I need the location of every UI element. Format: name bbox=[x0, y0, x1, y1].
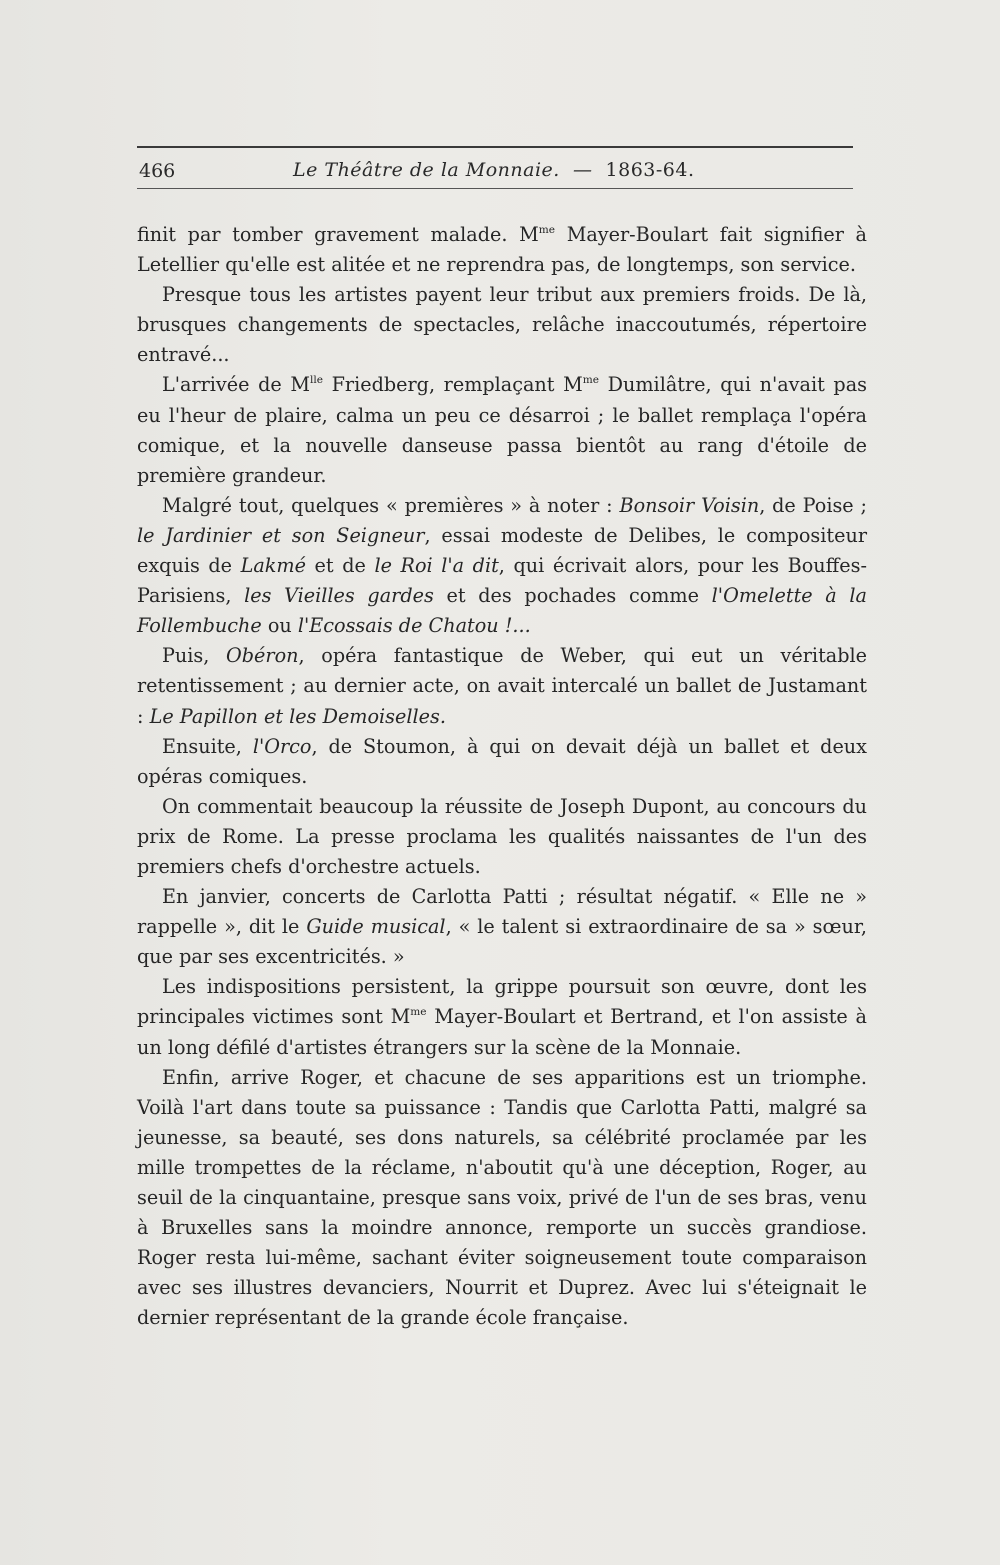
paragraph-7: On commentait beaucoup la réussite de Joseph Dupont, au concours du prix de Rome. La presse proclama les qualités naissantes de l'un des premiers chefs d'orchestre actuels. bbox=[137, 794, 867, 878]
paragraph-6 bbox=[137, 732, 867, 792]
p4-title-7: l'Ecossais de Chatou !... bbox=[297, 614, 531, 638]
paragraph-1 bbox=[137, 220, 867, 280]
p9-superscript: me bbox=[410, 1006, 427, 1019]
p1-text-a: finit par tomber gravement malade. M bbox=[137, 223, 539, 246]
p4-text-c: , essai modeste de Delibes, le compositeur exquis de bbox=[137, 523, 867, 578]
paragraph-4 bbox=[137, 491, 867, 641]
p4-text-f: et des pochades comme bbox=[433, 584, 712, 608]
p8-title-1: Guide musical bbox=[306, 915, 446, 939]
paragraph-10: Enfin, arrive Roger, et chacune de ses apparitions est un triomphe. Voilà l'art dans toute sa puissance : Tandis que Carlotta Patti, malgré sa jeunesse, sa beauté, ses dons naturels, sa célébrité proclamée par les mille trompettes de la réclame, n'aboutit qu'à une déception, Roger, au seuil de la cinquantaine, presque sans voix, privé de l'un de ses bras, venu à Bruxelles sans la moindre annonce, remporte un succès grandiose. Roger resta lui-même, sachant éviter soigneusement toute comparaison avec ses illustres devanciers, Nourrit et Duprez. Avec lui s'éteignait le dernier représentant de la grande école française. bbox=[137, 1065, 867, 1330]
p8-text-b: , « le talent si extraordinaire de sa » sœur, que par ses excentricités. » bbox=[137, 915, 867, 969]
paragraph-9 bbox=[137, 972, 867, 1062]
paragraph-8 bbox=[137, 882, 867, 972]
p6-text-b: , de Stoumon, à qui on devait déjà un ballet et deux opéras comiques. bbox=[137, 734, 867, 788]
paragraph-2: Presque tous les artistes payent leur tribut aux premiers froids. De là, brusques changements de spectacles, relâche inaccoutumés, répertoire entravé... bbox=[137, 283, 867, 367]
p4-text-e: , qui écrivait alors, pour les Bouffes-Parisiens, bbox=[137, 554, 867, 608]
p1-text-b: Mayer-Boulart fait signifier à Letellier qu'elle est alitée et ne reprendra pas, de longtemps, son service. bbox=[137, 223, 867, 277]
p4-title-3: Lakmé bbox=[240, 554, 306, 578]
page-number: 466 bbox=[139, 160, 176, 182]
p5-title-1: Obéron bbox=[226, 644, 299, 668]
p5-title-2: Le Papillon et les Demoiselles. bbox=[149, 704, 446, 728]
p9-text-a: Les indispositions persistent, la grippe poursuit son œuvre, dont les principales victimes sont M bbox=[137, 975, 867, 1029]
p4-title-4: le Roi l'a dit bbox=[374, 554, 499, 578]
header-rule-top bbox=[137, 146, 853, 148]
p4-text-a: Malgré tout, quelques « premières » à noter : bbox=[162, 493, 620, 517]
running-title-dash: — bbox=[572, 159, 593, 181]
p4-text-g: ou bbox=[261, 614, 298, 638]
p3-text-c: Dumilâtre, qui n'avait pas eu l'heur de plaire, calma un peu ce désarroi ; le ballet remplaça l'opéra comique, et la nouvelle danseuse passa bientôt au rang d'étoile de première grandeur. bbox=[137, 373, 867, 487]
p3-text-b: Friedberg, remplaçant M bbox=[323, 373, 583, 397]
p4-text-b: , de Poise ; bbox=[759, 493, 867, 517]
p3-superscript-1: lle bbox=[310, 374, 323, 387]
page-header bbox=[137, 140, 853, 194]
p4-title-5: les Vieilles gardes bbox=[244, 584, 434, 608]
p4-title-1: Bonsoir Voisin bbox=[619, 493, 760, 517]
p3-text-a: L'arrivée de M bbox=[162, 373, 310, 397]
p4-text-d: et de bbox=[305, 554, 375, 578]
p6-text-a: Ensuite, bbox=[162, 734, 253, 758]
running-title bbox=[293, 159, 695, 181]
p3-superscript-2: me bbox=[582, 374, 600, 387]
p1-superscript: me bbox=[538, 224, 556, 237]
p4-title-2: le Jardinier et son Seigneur bbox=[137, 523, 425, 547]
paragraph-3 bbox=[137, 370, 867, 490]
header-rule-bottom bbox=[137, 188, 853, 189]
p6-title-1: l'Orco bbox=[252, 734, 312, 758]
running-title-years: 1863-64. bbox=[605, 159, 695, 181]
p4-title-6: l'Omelette à la Follembuche bbox=[137, 584, 867, 638]
p5-text-b: , opéra fantastique de Weber, qui eut un véritable retentissement ; au dernier acte, on avait intercalé un ballet de Justamant : bbox=[137, 644, 867, 728]
p8-text-a: En janvier, concerts de Carlotta Patti ; résultat négatif. « Elle ne » rappelle », dit le bbox=[137, 885, 867, 939]
body-text bbox=[137, 220, 867, 1333]
running-title-text: Le Théâtre de la Monnaie. bbox=[293, 159, 560, 181]
p9-text-b: Mayer-Boulart et Bertrand, et l'on assiste à un long défilé d'artistes étrangers sur la scène de la Monnaie. bbox=[137, 1005, 867, 1059]
paragraph-5 bbox=[137, 641, 867, 731]
p5-text-a: Puis, bbox=[162, 644, 227, 668]
